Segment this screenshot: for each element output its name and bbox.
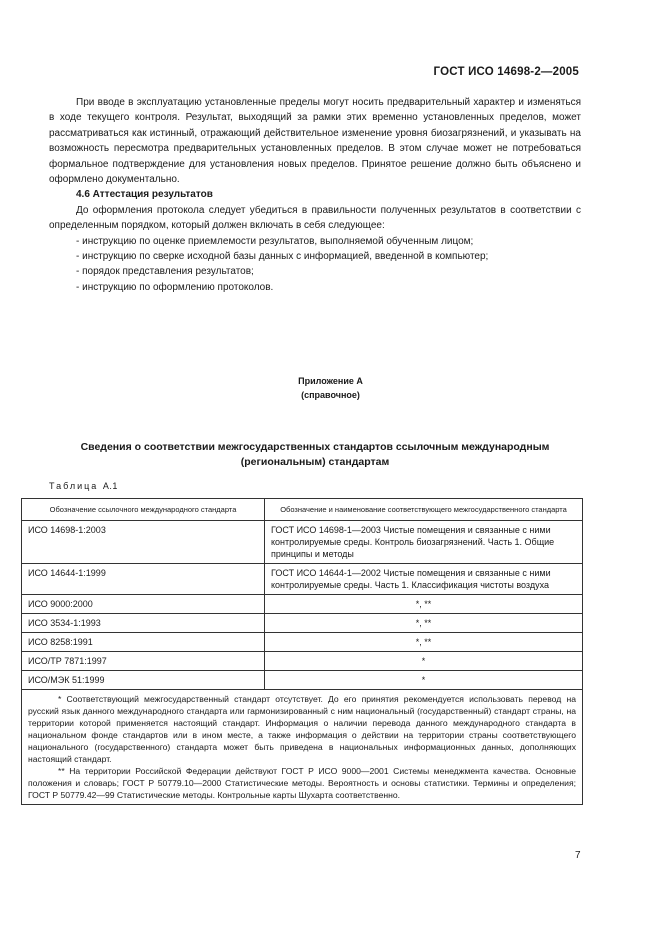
table-notes-row xyxy=(22,690,583,805)
list-item: - инструкцию по сверке исходной базы данных с информацией, введенной в компьютер; xyxy=(76,251,489,263)
reference-standard-cell: ИСО 8258:1991 xyxy=(22,633,265,652)
footnote-single-asterisk: * Соответствующий межгосударственный стандарт отсутствует. До его принятия рекомендуется использовать перевод на русский язык данного международного стандарта или гармонизированный с ним национальный (государственный) стандарт страны, на территории которой применяется настоящий стандарт. Информация о наличии перевода данного международного стандарта в национальном фонде стандартов или в ином месте, а также информация о действии на территории страны соответствующего национального (государственного) стандарта может быть приведена в национальных информационных данных, дополняющих настоящий стандарт. xyxy=(28,694,576,764)
section-heading-4-6: 4.6 Аттестация результатов xyxy=(76,189,213,201)
body-text xyxy=(49,95,581,295)
table-header-row xyxy=(22,499,583,521)
table-label-word: Таблица xyxy=(49,481,99,491)
reference-standard-cell: ИСО/МЭК 51:1999 xyxy=(22,671,265,690)
paragraph-limits: При вводе в эксплуатацию установленные пределы могут носить предварительный характер и изменяться в ходе текущего контроля. Результат, выходящий за рамки этих временно установленных пределов, может рассматриваться как истинный, отражающий действительное изменение уровня биозагрязнений, и указывать на возможность пересмотра предварительных установленных пределов. В этом случае может не потребоваться формальное подтверждение для установления новых пределов. Принятое решение должно быть объяснено и оформлено документально. xyxy=(49,97,581,186)
reference-standard-cell: ИСО 9000:2000 xyxy=(22,595,265,614)
list-item: - инструкцию по оценке приемлемости результатов, выполняемой обученным лицом; xyxy=(76,235,474,247)
national-standard-cell: * xyxy=(265,652,583,671)
table-label-number: А.1 xyxy=(102,481,118,491)
list-item: - порядок представления результатов; xyxy=(76,266,254,278)
appendix-heading xyxy=(0,374,661,402)
national-standard-cell: ГОСТ ИСО 14644-1—2002 Чистые помещения и связанные с ними контролируемые среды. Часть 1. Классификация чистоты воздуха xyxy=(265,564,583,595)
document-code-header: ГОСТ ИСО 14698-2—2005 xyxy=(433,66,579,78)
table-row xyxy=(22,633,583,652)
national-standard-cell: *, ** xyxy=(265,633,583,652)
table-row xyxy=(22,671,583,690)
table-row xyxy=(22,652,583,671)
national-standard-cell: *, ** xyxy=(265,614,583,633)
page-number: 7 xyxy=(575,850,581,861)
appendix-type: (справочное) xyxy=(301,390,360,400)
paragraph-validation: До оформления протокола следует убедиться в правильности полученных результатов в соответствии с определенным порядком, который должен включать в себя следующее: xyxy=(49,204,581,232)
column-header-reference: Обозначение ссылочного международного стандарта xyxy=(22,499,265,521)
table-label xyxy=(49,481,118,491)
correspondence-table xyxy=(21,498,583,805)
footnote-double-asterisk: ** На территории Российской Федерации действуют ГОСТ Р ИСО 9000—2001 Системы менеджмента качества. Основные положения и словарь; ГОСТ Р 50779.10—2000 Статистические методы. Вероятность и основы статистики. Термины и определения; ГОСТ Р 50779.42—99 Статистические методы. Контрольные карты Шухарта соответственно. xyxy=(28,766,576,800)
table-row xyxy=(22,595,583,614)
reference-standard-cell: ИСО/ТР 7871:1997 xyxy=(22,652,265,671)
column-header-national: Обозначение и наименование соответствующего межгосударственного стандарта xyxy=(265,499,583,521)
table-row xyxy=(22,564,583,595)
table-row xyxy=(22,521,583,564)
national-standard-cell: * xyxy=(265,671,583,690)
reference-standard-cell: ИСО 14698-1:2003 xyxy=(22,521,265,564)
reference-standard-cell: ИСО 3534-1:1993 xyxy=(22,614,265,633)
appendix-title: Сведения о соответствии межгосударственных стандартов ссылочным международным (региональным) стандартам xyxy=(80,441,550,468)
national-standard-cell: ГОСТ ИСО 14698-1—2003 Чистые помещения и связанные с ними контролируемые среды. Контроль биозагрязнений. Часть 1. Общие принципы и методы xyxy=(265,521,583,564)
reference-standard-cell: ИСО 14644-1:1999 xyxy=(22,564,265,595)
list-item: - инструкцию по оформлению протоколов. xyxy=(76,281,274,293)
table-row xyxy=(22,614,583,633)
national-standard-cell: *, ** xyxy=(265,595,583,614)
table-notes xyxy=(22,690,583,805)
appendix-label: Приложение А xyxy=(298,376,363,386)
